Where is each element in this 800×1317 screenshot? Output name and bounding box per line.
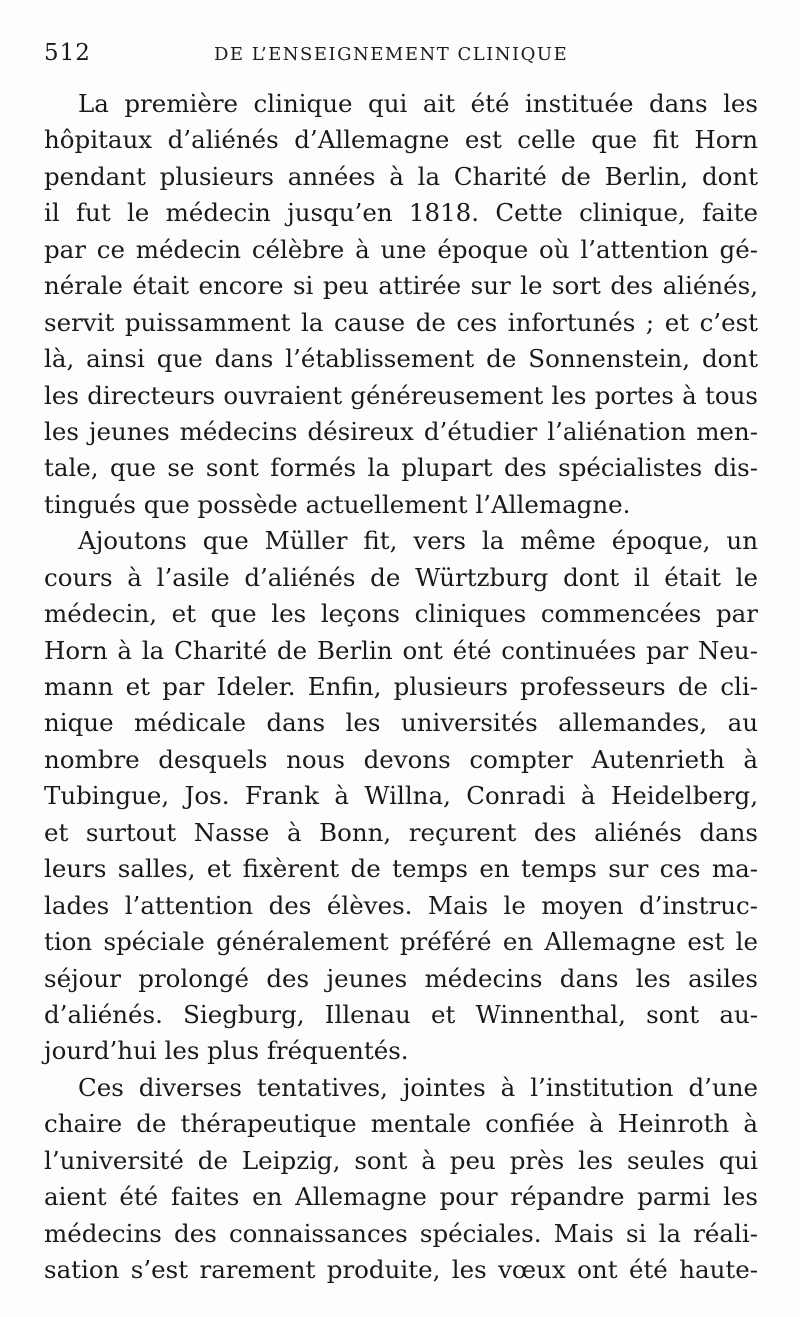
text-line: d’aliénés. Siegburg, Illenau et Winnenthal, sont au-	[44, 999, 758, 1029]
text-line: sation s’est rarement produite, les vœux ont été haute-	[44, 1255, 758, 1284]
text-line: lades l’attention des élèves. Mais le moyen d’instruc-	[44, 890, 758, 920]
text-line: médecins des connaissances spéciales. Mais si la réali-	[44, 1218, 758, 1248]
text-line: l’université de Leipzig, sont à peu près les seules qui	[44, 1145, 758, 1175]
text-line: leurs salles, et fixèrent de temps en temps sur ces ma-	[44, 854, 758, 884]
text-line: Ces diverses tentatives, jointes à l’institution d’une	[78, 1072, 758, 1102]
running-head	[44, 40, 756, 72]
text-line: tingués que possède actuellement l’Allemagne.	[44, 489, 631, 519]
text-line: aient été faites en Allemagne pour répandre parmi les	[44, 1182, 758, 1212]
text-line: nérale était encore si peu attirée sur le sort des aliénés,	[44, 271, 758, 301]
text-line: Ajoutons que Müller fit, vers la même époque, un	[78, 526, 758, 556]
text-line: Horn à la Charité de Berlin ont été continuées par Neu-	[44, 635, 758, 665]
page-number: 512	[44, 40, 91, 66]
text-line: nombre desquels nous devons compter Autenrieth à	[44, 744, 758, 774]
text-line: les jeunes médecins désireux d’étudier l’aliénation men-	[44, 416, 758, 446]
text-line: La première clinique qui ait été instituée dans les	[78, 89, 758, 118]
text-line: il fut le médecin jusqu’en 1818. Cette clinique, faite	[44, 198, 758, 228]
text-line: chaire de thérapeutique mentale confiée à Heinroth à	[44, 1109, 758, 1139]
text-line: nique médicale dans les universités allemandes, au	[44, 708, 758, 738]
text-line: Tubingue, Jos. Frank à Willna, Conradi à Heidelberg,	[44, 781, 758, 811]
text-line: cours à l’asile d’aliénés de Würtzburg dont il était le	[44, 562, 758, 592]
text-line: médecin, et que les leçons cliniques commencées par	[44, 599, 758, 629]
text-line: séjour prolongé des jeunes médecins dans les asiles	[44, 963, 758, 993]
text-line: servit puissamment la cause de ces infortunés ; et c’est	[44, 307, 758, 337]
text-line: là, ainsi que dans l’établissement de Sonnenstein, dont	[44, 344, 758, 374]
running-title: DE L’ENSEIGNEMENT CLINIQUE	[214, 44, 569, 65]
text-line: pendant plusieurs années à la Charité de Berlin, dont	[44, 161, 758, 191]
text-line: tion spéciale généralement préféré en Allemagne est le	[44, 927, 758, 957]
text-line: jourd’hui les plus fréquentés.	[44, 1036, 409, 1066]
text-line: hôpitaux d’aliénés d’Allemagne est celle que fit Horn	[44, 125, 758, 155]
body-text	[44, 86, 758, 1288]
text-line: par ce médecin célèbre à une époque où l’attention gé-	[44, 234, 758, 264]
text-line: tale, que se sont formés la plupart des spécialistes dis-	[44, 453, 758, 483]
text-line: les directeurs ouvraient généreusement les portes à tous	[44, 380, 758, 410]
text-line: mann et par Ideler. Enfin, plusieurs professeurs de cli-	[44, 672, 758, 701]
text-line: et surtout Nasse à Bonn, reçurent des aliénés dans	[44, 817, 758, 847]
